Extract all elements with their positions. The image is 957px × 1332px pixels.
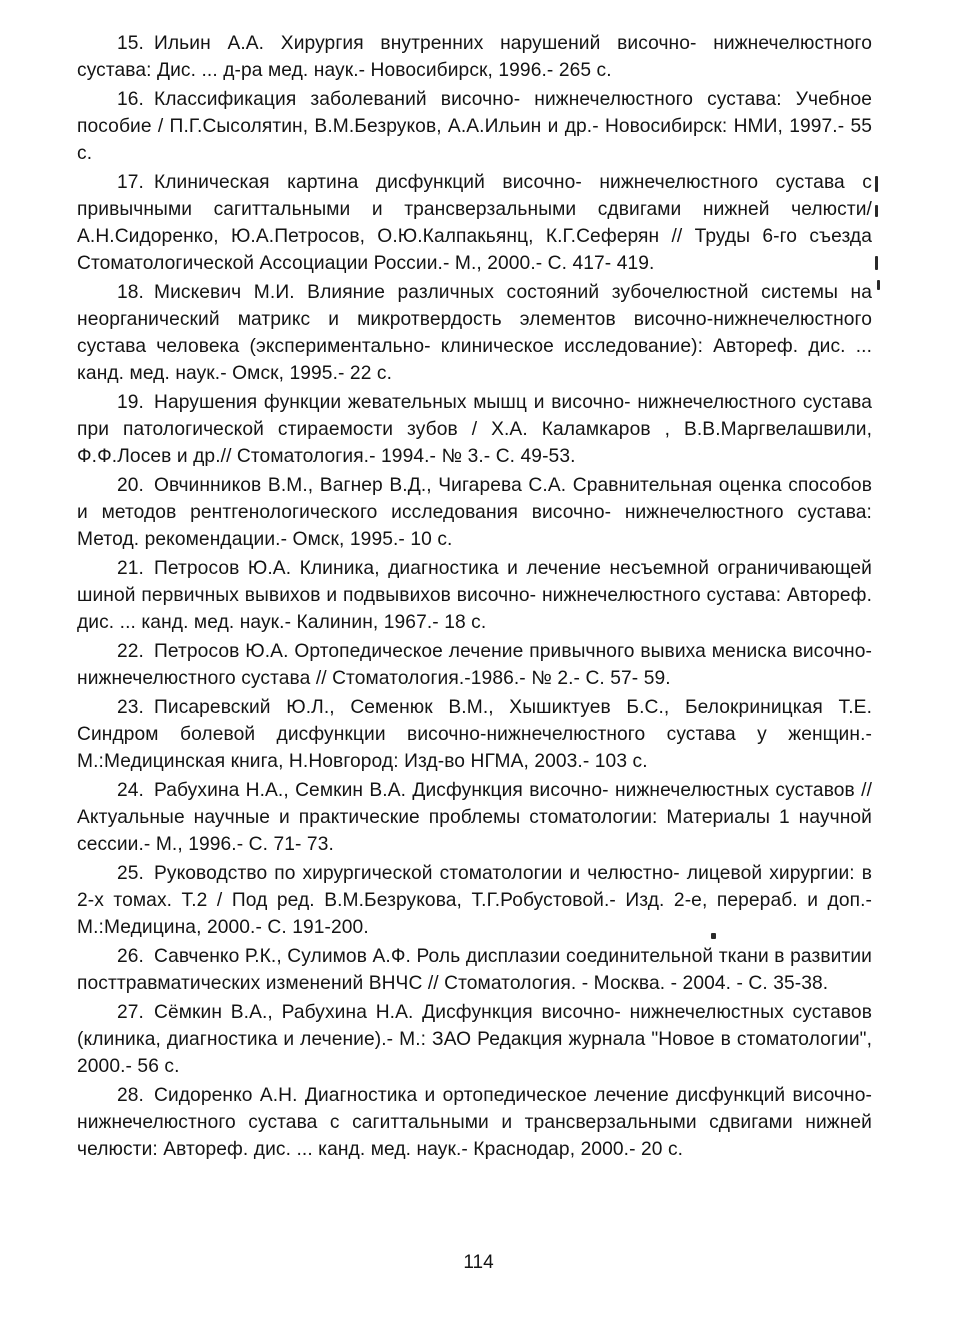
reference-text: Нарушения функции жевательных мышц и височно- нижнечелюстного сустава при патологической стираемости зубов / Х.А. Каламкаров , В.В.Маргвелашвили, Ф.Ф.Лосев и др.// Стоматология.- 1994.- № 3.- С. 49-53. <box>77 392 872 467</box>
scan-artifact <box>711 933 716 939</box>
reference-item <box>77 860 872 941</box>
reference-number: 16. <box>117 89 144 110</box>
reference-text: Савченко Р.К., Сулимов А.Ф. Роль дисплазии соединительной ткани в развитии посттравматических изменений ВНЧС // Стоматология. - Москва. - 2004. - С. 35-38. <box>77 946 872 994</box>
reference-text: Ильин А.А. Хирургия внутренних нарушений височно- нижнечелюстного сустава: Дис. ... д-ра мед. наук.- Новосибирск, 1996.- 265 с. <box>77 33 872 81</box>
scan-artifact <box>875 256 878 270</box>
reference-number: 19. <box>117 392 144 413</box>
reference-number: 26. <box>117 946 144 967</box>
reference-text: Классификация заболеваний височно- нижнечелюстного сустава: Учебное пособие / П.Г.Сысолятин, В.М.Безруков, А.А.Ильин и др.- Новосибирск: НМИ, 1997.- 55 с. <box>77 89 872 164</box>
reference-number: 18. <box>117 282 144 303</box>
reference-text: Петросов Ю.А. Ортопедическое лечение привычного вывиха мениска височно- нижнечелюстного сустава // Стоматология.-1986.- № 2.- С. 57- 59. <box>77 641 872 689</box>
reference-text: Овчинников В.М., Вагнер В.Д., Чигарева С.А. Сравнительная оценка способов и методов рентгенологического исследования височно- нижнечелюстного сустава: Метод. рекомендации.- Омск, 1995.- 10 с. <box>77 475 872 550</box>
reference-item <box>77 555 872 636</box>
scan-artifact <box>875 205 878 217</box>
reference-text: Петросов Ю.А. Клиника, диагностика и лечение несъемной ограничивающей шиной первичных вывихов и подвывихов височно- нижнечелюстного сустава: Автореф. дис. ... канд. мед. наук.- Калинин, 1967.- 18 с. <box>77 558 872 633</box>
reference-item <box>77 694 872 775</box>
reference-item <box>77 1082 872 1163</box>
reference-text: Руководство по хирургической стоматологии и челюстно- лицевой хирургии: в 2-х томах. Т.2 / Под ред. В.М.Безрукова, Т.Г.Робустовой.- Изд. 2-е, перераб. и доп.- М.:Медицина, 2000.- С. 191-200. <box>77 863 872 938</box>
scan-artifact <box>877 280 880 290</box>
reference-list <box>77 30 872 1165</box>
reference-item <box>77 472 872 553</box>
page-number: 114 <box>463 1252 494 1273</box>
reference-text: Клиническая картина дисфункций височно- нижнечелюстного сустава с привычными сагиттальными и трансверзальными сдвигами нижней челюсти/ А.Н.Сидоренко, Ю.А.Петросов, О.Ю.Калпакьянц, К.Г.Сеферян // Труды 6-го съезда Стоматологической Ассоциации России.- М., 2000.- С. 417- 419. <box>77 172 872 274</box>
reference-item <box>77 389 872 470</box>
reference-text: Писаревский Ю.Л., Семенюк В.М., Хышиктуев Б.С., Белокриницкая Т.Е. Синдром болевой дисфункции височно-нижнечелюстного сустава у женщин.- М.:Медицинская книга, Н.Новгород: Изд-во НГМА, 2003.- 103 с. <box>77 697 872 772</box>
reference-number: 25. <box>117 863 144 884</box>
reference-number: 24. <box>117 780 144 801</box>
reference-text: Сёмкин В.А., Рабухина Н.А. Дисфункция височно- нижнечелюстных суставов (клиника, диагностика и лечение).- М.: ЗАО Редакция журнала "Новое в стоматологии", 2000.- 56 с. <box>77 1002 872 1077</box>
reference-item <box>77 943 872 997</box>
reference-number: 27. <box>117 1002 144 1023</box>
reference-number: 22. <box>117 641 144 662</box>
reference-item <box>77 777 872 858</box>
reference-item <box>77 999 872 1080</box>
reference-text: Рабухина Н.А., Семкин В.А. Дисфункция височно- нижнечелюстных суставов // Актуальные научные и практические проблемы стоматологии: Материалы 1 научной сессии.- М., 1996.- С. 71- 73. <box>77 780 872 855</box>
reference-number: 23. <box>117 697 144 718</box>
reference-number: 28. <box>117 1085 144 1106</box>
reference-number: 15. <box>117 33 144 54</box>
reference-number: 17. <box>117 172 144 193</box>
reference-item <box>77 86 872 167</box>
reference-item <box>77 638 872 692</box>
reference-item <box>77 30 872 84</box>
reference-item <box>77 279 872 387</box>
reference-item <box>77 169 872 277</box>
scan-artifact <box>875 176 878 192</box>
reference-text: Сидоренко А.Н. Диагностика и ортопедическое лечение дисфункций височно- нижнечелюстного сустава с сагиттальными и трансверзальными сдвигами нижней челюсти: Автореф. дис. ... канд. мед. наук.- Краснодар, 2000.- 20 с. <box>77 1085 872 1160</box>
reference-number: 21. <box>117 558 144 579</box>
reference-number: 20. <box>117 475 144 496</box>
reference-text: Мискевич М.И. Влияние различных состояний зубочелюстной системы на неорганический матрикс и микротвердость элементов височно-нижнечелюстного сустава человека (экспериментально- клиническое исследование): Автореф. дис. ... канд. мед. наук.- Омск, 1995.- 22 с. <box>77 282 872 384</box>
